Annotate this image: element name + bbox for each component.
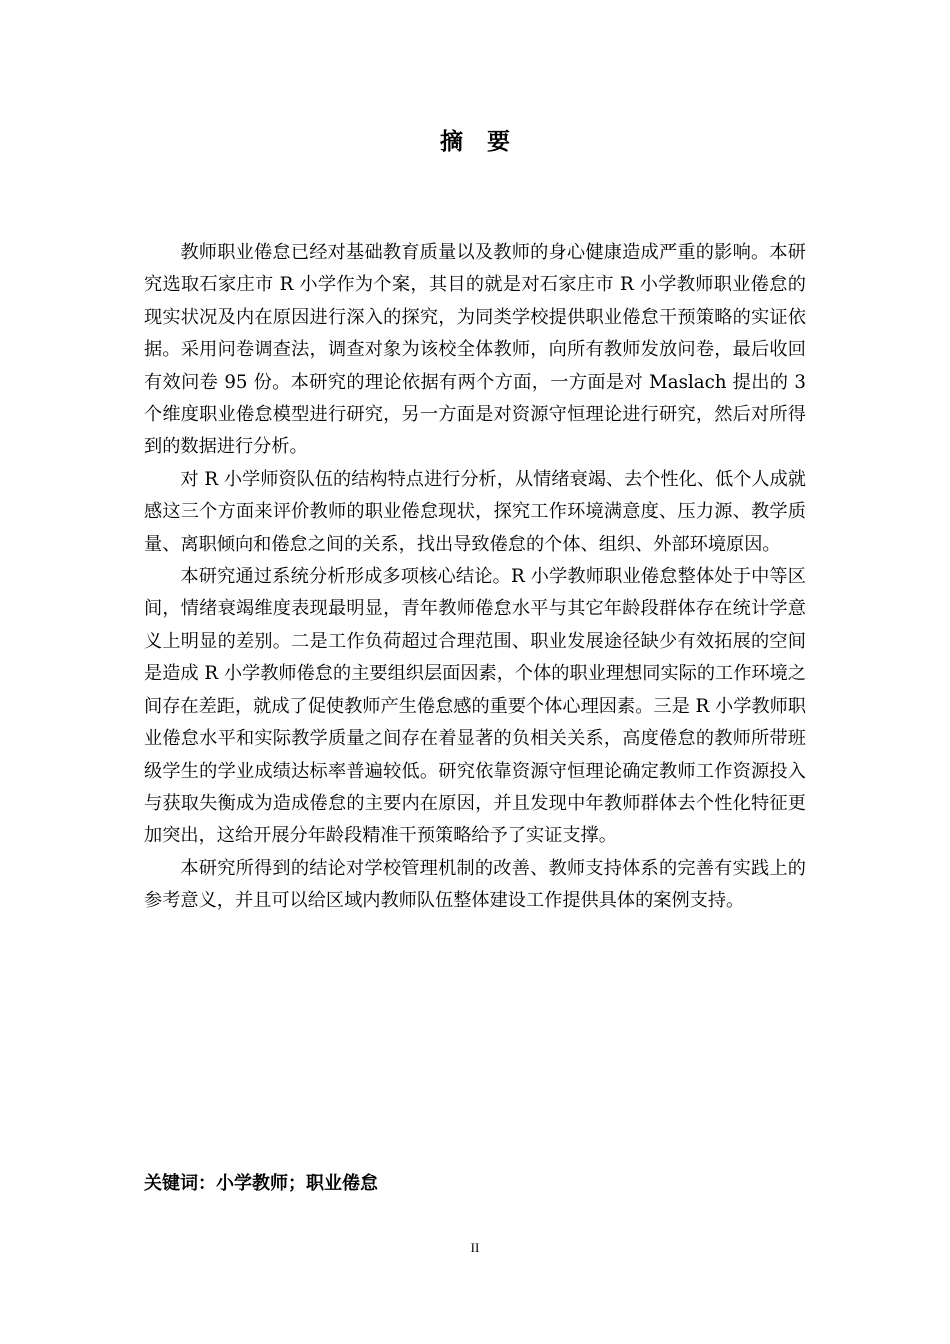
page-title: 摘要: [440, 129, 534, 155]
abstract-paragraph: 本研究通过系统分析形成多项核心结论。R 小学教师职业倦怠整体处于中等区间，情绪衰竭维度表现最明显，青年教师倦怠水平与其它年龄段群体存在统计学意义上明显的差别。二是工作负荷超过合理范围、职业发展途径缺少有效拓展的空间是造成 R 小学教师倦怠的主要组织层面因素，个体的职业理想同实际的工作环境之间存在差距，就成了促使教师产生倦怠感的重要个体心理因素。三是 R 小学教师职业倦怠水平和实际教学质量之间存在着显著的负相关关系，高度倦怠的教师所带班级学生的学业成绩达标率普遍较低。研究依靠资源守恒理论确定教师工作资源投入与获取失衡成为造成倦怠的主要内在原因，并且发现中年教师群体去个性化特征更加突出，这给开展分年龄段精准干预策略给予了实证支撑。: [144, 566, 806, 847]
abstract-paragraph: 本研究所得到的结论对学校管理机制的改善、教师支持体系的完善有实践上的参考意义，并且可以给区域内教师队伍整体建设工作提供具体的案例支持。: [144, 857, 806, 912]
abstract-body: [144, 237, 806, 918]
keywords-line: 关键词：小学教师；职业倦怠: [144, 1173, 378, 1194]
page-number: II: [470, 1240, 480, 1255]
abstract-paragraph: 对 R 小学师资队伍的结构特点进行分析，从情绪衰竭、去个性化、低个人成就感这三个方面来评价教师的职业倦怠现状，探究工作环境满意度、压力源、教学质量、离职倾向和倦怠之间的关系，找出导致倦怠的个体、组织、外部环境原因。: [144, 468, 806, 555]
abstract-paragraph: 教师职业倦怠已经对基础教育质量以及教师的身心健康造成严重的影响。本研究选取石家庄市 R 小学作为个案，其目的就是对石家庄市 R 小学教师职业倦怠的现实状况及内在原因进行深入的探究，为同类学校提供职业倦怠干预策略的实证依据。采用问卷调查法，调查对象为该校全体教师，向所有教师发放问卷，最后收回有效问卷 95 份。本研究的理论依据有两个方面，一方面是对 Maslach 提出的 3 个维度职业倦怠模型进行研究，另一方面是对资源守恒理论进行研究，然后对所得到的数据进行分析。: [144, 242, 806, 458]
